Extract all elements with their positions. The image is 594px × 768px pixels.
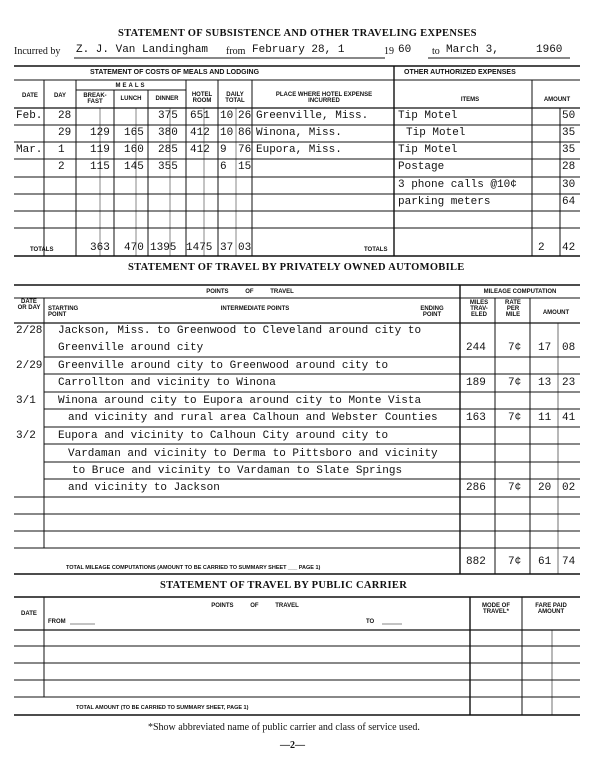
meals-dinner: 285 bbox=[158, 144, 178, 156]
auto-route: Jackson, Miss. to Greenwood to Cleveland around city to bbox=[58, 325, 422, 337]
auto-route: and vicinity to Jackson bbox=[68, 482, 220, 494]
meals-daily-dollars: 10 bbox=[220, 110, 234, 122]
mode-header: MODE OF TRAVEL* bbox=[482, 603, 510, 615]
year-prefix: 19 bbox=[384, 46, 394, 57]
other-item: Postage bbox=[398, 161, 445, 173]
to-date: March 3, bbox=[446, 44, 499, 56]
auto-points-header: POINTS OF TRAVEL bbox=[206, 289, 294, 295]
total-daily-cents: 03 bbox=[238, 242, 252, 254]
amount-header: AMOUNT bbox=[543, 97, 571, 103]
meals-lunch: 145 bbox=[124, 161, 144, 173]
daily-total-header: DAILY TOTAL bbox=[225, 92, 245, 104]
from-label: from bbox=[226, 46, 246, 57]
meals-breakfast: 129 bbox=[90, 127, 110, 139]
meals-lunch: 160 bbox=[124, 144, 144, 156]
auto-section-title: STATEMENT OF TRAVEL BY PRIVATELY OWNED AUTOMOBILE bbox=[128, 262, 465, 273]
dinner-header: DINNER bbox=[155, 96, 179, 102]
breakfast-header: BREAK-FAST bbox=[83, 93, 107, 105]
meals-hotel: 412 bbox=[190, 144, 210, 156]
auto-route: Greenville around city to Greenwood around city to bbox=[58, 360, 389, 372]
other-item: parking meters bbox=[398, 196, 491, 208]
auto-amount-dollars: 20 bbox=[538, 482, 552, 494]
total-amount-cents: 42 bbox=[562, 242, 576, 254]
auto-rate: 7¢ bbox=[508, 377, 522, 389]
other-amount-cents: 30 bbox=[562, 179, 576, 191]
public-to-header: TO bbox=[366, 619, 375, 625]
auto-date: 2/29 bbox=[16, 360, 43, 372]
auto-miles: 163 bbox=[466, 412, 486, 424]
total-mileage-label: TOTAL MILEAGE COMPUTATIONS (AMOUNT TO BE CARRIED TO SUMMARY SHEET ___ PAGE 1) bbox=[66, 565, 321, 571]
fare-header: FARE PAID AMOUNT bbox=[535, 603, 567, 615]
other-amount-cents: 35 bbox=[562, 127, 576, 139]
meals-place: Greenville, Miss. bbox=[256, 110, 369, 122]
total-auto-dollars: 61 bbox=[538, 556, 552, 568]
meals-month: Mar. bbox=[16, 144, 43, 156]
total-amount-dollars: 2 bbox=[538, 242, 545, 254]
meals-daily-dollars: 9 bbox=[220, 144, 227, 156]
auto-route: Greenville around city bbox=[58, 342, 204, 354]
total-lunch: 470 bbox=[124, 242, 144, 254]
to-year: 1960 bbox=[536, 44, 563, 56]
total-dinner: 1395 bbox=[150, 242, 177, 254]
form-title: STATEMENT OF SUBSISTENCE AND OTHER TRAVELING EXPENSES bbox=[118, 28, 477, 39]
auto-miles: 286 bbox=[466, 482, 486, 494]
other-item: 3 phone calls @10¢ bbox=[398, 179, 517, 191]
meals-daily-cents: 86 bbox=[238, 127, 252, 139]
meals-dinner: 375 bbox=[158, 110, 178, 122]
other-amount-cents: 64 bbox=[562, 196, 576, 208]
auto-route: Vardaman and vicinity to Derma to Pittsboro and vicinity bbox=[68, 448, 438, 460]
meals-place: Winona, Miss. bbox=[256, 127, 342, 139]
auto-route: Carrollton and vicinity to Winona bbox=[58, 377, 276, 389]
total-daily-dollars: 37 bbox=[220, 242, 234, 254]
auto-route: Winona around city to Eupora around city to Monte Vista bbox=[58, 395, 422, 407]
meals-section-title: STATEMENT OF COSTS OF MEALS AND LODGING bbox=[90, 69, 260, 76]
meals-day-header: DAY bbox=[53, 93, 67, 99]
other-amount-cents: 28 bbox=[562, 161, 576, 173]
total-miles: 882 bbox=[466, 556, 486, 568]
meals-daily-cents: 15 bbox=[238, 161, 252, 173]
items-header: ITEMS bbox=[460, 97, 480, 103]
auto-date: 3/2 bbox=[16, 430, 36, 442]
auto-amount-dollars: 11 bbox=[538, 412, 552, 424]
other-expenses-title: OTHER AUTHORIZED EXPENSES bbox=[404, 69, 516, 76]
intermediate-points-header: INTERMEDIATE POINTS bbox=[220, 306, 290, 312]
footnote: *Show abbreviated name of public carrier and class of service used. bbox=[148, 722, 420, 733]
public-total-label: TOTAL AMOUNT (TO BE CARRIED TO SUMMARY SHEET, PAGE 1) bbox=[76, 705, 249, 711]
totals-right-label: TOTALS bbox=[364, 247, 388, 253]
auto-date: 2/28 bbox=[16, 325, 43, 337]
other-amount-cents: 50 bbox=[562, 110, 576, 122]
auto-amount-header: AMOUNT bbox=[542, 310, 570, 316]
meals-day: 28 bbox=[58, 110, 72, 122]
meals-day: 29 bbox=[58, 127, 72, 139]
meals-day: 2 bbox=[58, 161, 65, 173]
auto-date: 3/1 bbox=[16, 395, 36, 407]
meals-hotel: 412 bbox=[190, 127, 210, 139]
meals-group-header: MEALS bbox=[115, 83, 147, 89]
total-hotel: 1475 bbox=[186, 242, 213, 254]
auto-route: to Bruce and vicinity to Vardaman to Slate Springs bbox=[72, 465, 403, 477]
other-item: Tip Motel bbox=[406, 127, 466, 139]
to-label: to bbox=[432, 46, 440, 57]
public-from-header: FROM bbox=[48, 619, 66, 625]
incurred-by-value: Z. J. Van Landingham bbox=[76, 44, 209, 56]
ending-point-header: ENDING POINT bbox=[420, 306, 444, 318]
meals-month: Feb. bbox=[16, 110, 43, 122]
total-rate: 7¢ bbox=[508, 556, 522, 568]
other-item: Tip Motel bbox=[398, 144, 458, 156]
auto-rate: 7¢ bbox=[508, 342, 522, 354]
miles-header: MILES TRAV-ELED bbox=[469, 300, 489, 318]
hotel-room-header: HOTEL ROOM bbox=[191, 92, 213, 104]
from-year: 60 bbox=[398, 44, 412, 56]
auto-amount-cents: 23 bbox=[562, 377, 576, 389]
meals-day: 1 bbox=[58, 144, 65, 156]
meals-hotel: 651 bbox=[190, 110, 210, 122]
public-date-header: DATE bbox=[21, 611, 37, 617]
auto-amount-dollars: 13 bbox=[538, 377, 552, 389]
other-amount-cents: 35 bbox=[562, 144, 576, 156]
meals-dinner: 355 bbox=[158, 161, 178, 173]
page-number: —2— bbox=[280, 740, 305, 751]
meals-date-header: DATE bbox=[22, 93, 38, 99]
auto-amount-dollars: 17 bbox=[538, 342, 552, 354]
auto-route: Eupora and vicinity to Calhoun City around city to bbox=[58, 430, 389, 442]
meals-daily-cents: 76 bbox=[238, 144, 252, 156]
auto-amount-cents: 41 bbox=[562, 412, 576, 424]
meals-daily-dollars: 10 bbox=[220, 127, 234, 139]
meals-dinner: 380 bbox=[158, 127, 178, 139]
totals-label: TOTALS bbox=[30, 247, 54, 253]
auto-rate: 7¢ bbox=[508, 482, 522, 494]
meals-lunch: 165 bbox=[124, 127, 144, 139]
meals-breakfast: 119 bbox=[90, 144, 110, 156]
lunch-header: LUNCH bbox=[120, 96, 142, 102]
rate-header: RATE PER MILE bbox=[505, 300, 521, 318]
auto-date-header: DATE OR DAY bbox=[17, 299, 41, 311]
auto-route: and vicinity and rural area Calhoun and Webster Counties bbox=[68, 412, 438, 424]
auto-miles: 189 bbox=[466, 377, 486, 389]
meals-place: Eupora, Miss. bbox=[256, 144, 342, 156]
starting-point-header: STARTING POINT bbox=[48, 306, 79, 318]
auto-miles: 244 bbox=[466, 342, 486, 354]
from-date: February 28, 1 bbox=[252, 44, 345, 56]
meals-breakfast: 115 bbox=[90, 161, 110, 173]
auto-amount-cents: 08 bbox=[562, 342, 576, 354]
mileage-header: MILEAGE COMPUTATION bbox=[483, 289, 557, 295]
public-section-title: STATEMENT OF TRAVEL BY PUBLIC CARRIER bbox=[160, 580, 408, 591]
meals-daily-cents: 26 bbox=[238, 110, 252, 122]
total-breakfast: 363 bbox=[90, 242, 110, 254]
incurred-by-label: Incurred by bbox=[14, 46, 61, 57]
place-header: PLACE WHERE HOTEL EXPENSE INCURRED bbox=[275, 92, 373, 104]
total-auto-cents: 74 bbox=[562, 556, 576, 568]
meals-daily-dollars: 6 bbox=[220, 161, 227, 173]
public-points-header: POINTS OF TRAVEL bbox=[211, 603, 299, 609]
other-item: Tip Motel bbox=[398, 110, 458, 122]
auto-amount-cents: 02 bbox=[562, 482, 576, 494]
auto-rate: 7¢ bbox=[508, 412, 522, 424]
